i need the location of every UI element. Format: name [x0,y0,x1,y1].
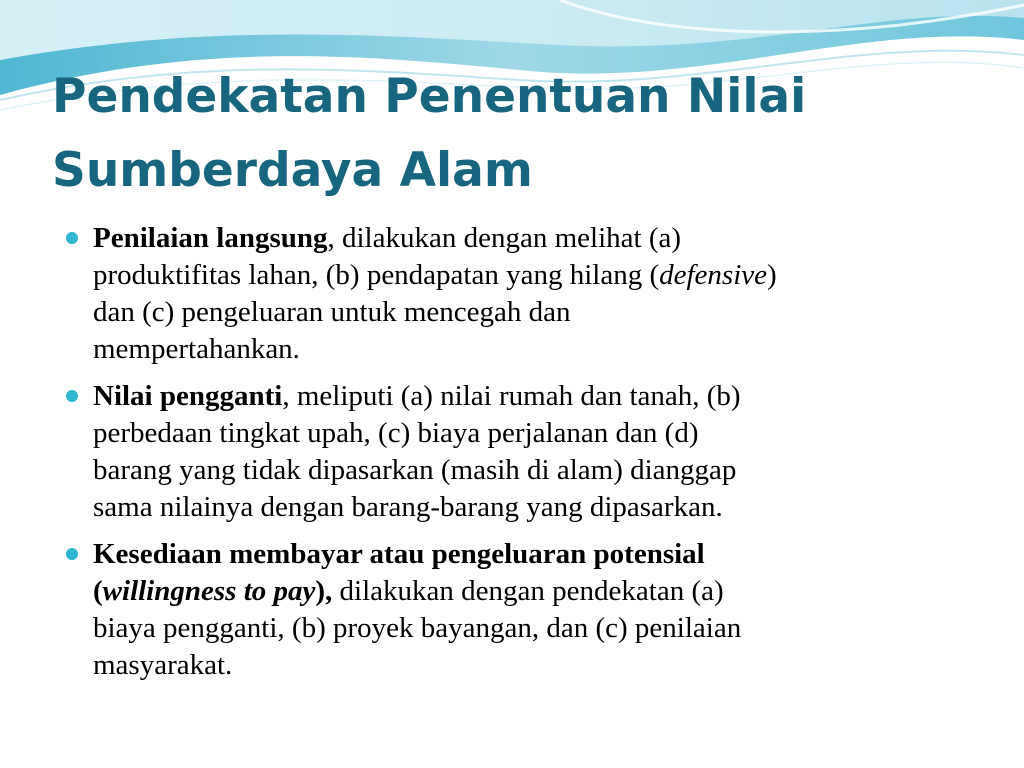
bold-italic-term [103,575,316,607]
bullet-text: ) [767,259,777,291]
bullet-line: mempertahankan. [93,333,300,365]
slide-title [52,60,982,208]
bullet-line: biaya pengganti, (b) proyek bayangan, dan (c) penilaian [93,612,742,644]
bullet-text: produktifitas lahan, (b) pendapatan yang hilang ( [93,259,660,291]
italic-term: defensive [659,259,768,291]
bullet-line: dan (c) pengeluaran untuk mencegah dan [93,296,571,328]
bullet-icon [66,232,78,244]
bullet-line [93,378,986,415]
bullet-line [93,257,986,294]
bullet-line [93,573,986,610]
bullet-text: , dilakukan dengan melihat (a) [327,222,682,254]
bullet-line [93,536,986,573]
slide-title-line-2: Sumberdaya Alam [52,143,533,198]
bullet-item-kesediaan-membayar [66,536,986,684]
bullet-line: barang yang tidak dipasarkan (masih di alam) dianggap [93,454,737,486]
bullet-text: dilakukan dengan pendekatan (a) [332,575,724,607]
slide-title-line-1: Pendekatan Penentuan Nilai [52,69,807,124]
bullet-text: , meliputi (a) nilai rumah dan tanah, (b) [282,380,741,412]
bullet-icon [66,548,78,560]
bullet-line [93,220,986,257]
bold-term: ), [315,575,333,607]
bold-term: ( [93,575,103,607]
bullet-list [66,220,986,694]
bold-term: Kesediaan membayar atau pengeluaran potensial [93,538,705,570]
bullet-item-nilai-pengganti [66,378,986,526]
bullet-line: sama nilainya dengan barang-barang yang dipasarkan. [93,491,723,523]
italic-term: willingness to pay [102,575,316,607]
bold-term: Penilaian langsung [93,222,328,254]
bullet-line: perbedaan tingkat upah, (c) biaya perjalanan dan (d) [93,417,699,449]
bold-term: Nilai pengganti [93,380,283,412]
bullet-item-penilaian-langsung [66,220,986,368]
bullet-line: masyarakat. [93,649,233,681]
bullet-icon [66,390,78,402]
